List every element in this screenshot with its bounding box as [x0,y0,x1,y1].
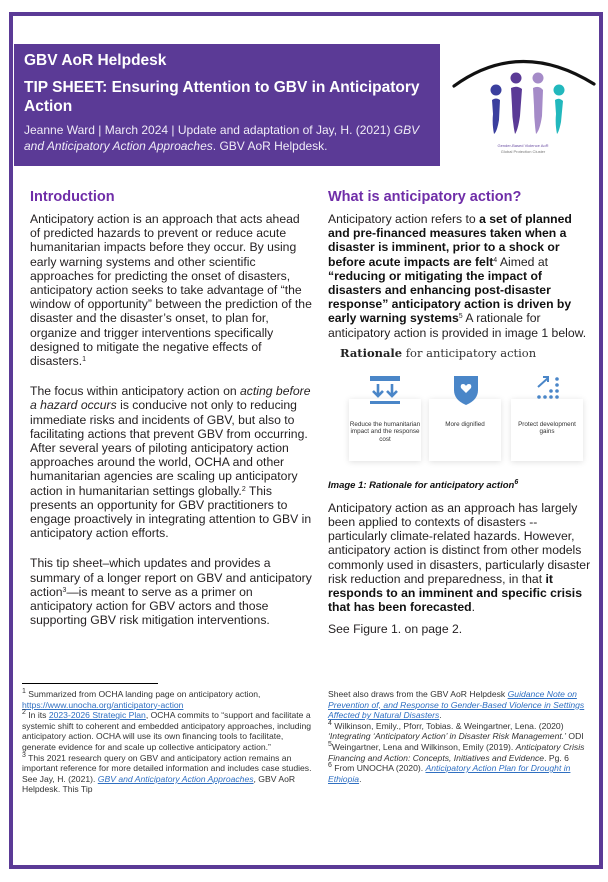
footnote-4-text-b: ODI [566,731,584,742]
what-is-p1-a: Anticipatory action refers to [328,212,480,226]
logo-figures-icon [448,48,598,148]
drought-ethiopia-plan-link[interactable]: Anticipatory Action Plan for Drought in Ethiopia [328,763,571,784]
footnote-6 [328,763,598,784]
what-is-heading: What is anticipatory action? [328,189,522,205]
image-caption [328,480,593,491]
right-column [328,188,593,653]
what-is-p1-bold1: a set of planned and pre-financed measures taken when a disaster is imminent, prior to a shock or before acute impacts are felt [328,212,572,269]
footnote-divider [22,683,158,684]
what-is-p2-a: Anticipatory action as an approach has largely been applied to contexts of disasters -- particularly climate-related hazards. However, anticipatory action is distinct from other models commonly used in disasters, particularly disaster risk reduction and preparedness, in that [328,500,591,586]
footnote-3 [22,753,312,795]
header-banner [14,44,440,166]
page-title: TIP SHEET: Ensuring Attention to GBV in Anticipatory Action [24,79,420,115]
footnote-ref-3[interactable]: 3 [62,586,67,594]
what-is-paragraph-1 [328,212,593,340]
what-is-p1-b: Aimed at [497,254,548,269]
intro-paragraph-1 [30,212,312,368]
byline-text: Jeanne Ward | March 2024 | Update and adaptation of Jay, H. (2021) [24,123,394,137]
shield-heart-icon [452,374,480,406]
footnote-6-end: . [359,773,362,784]
growth-dots-icon [535,373,565,403]
gbv-anticipatory-action-approaches-link[interactable]: GBV and Anticipatory Action Approaches [97,773,254,784]
intro-p2-text-b: is conducive not only to reducing immediate risks and incidents of GBV, but also to facilitating actions that prevent GBV from occurring. After several years of piloting anticipatory action approaches around the world, OCHA and other humanitarian agencies are scaling up anticipatory action in humanitarian settings globally. [30,398,308,498]
rationale-image-title [340,346,588,360]
footnote-3-text-a: This 2021 research query on GBV and anticipatory action remains an important reference for more detailed information and includes case studies. See Jay, H. (2021). [22,752,312,784]
image-caption-text: Image 1: Rationale for anticipatory action [328,479,515,491]
byline [24,122,430,154]
footnote-3-text-b: , GBV AoR Helpdesk. This Tip [22,773,296,795]
footnote-ref-1[interactable]: 1 [82,356,87,364]
footnote-num-4: 4 [328,719,332,727]
footnote-5-text-a: Weingartner, Lena and Wilkinson, Emily (2019). [331,741,516,752]
gbv-aor-logo [448,48,598,166]
logo-caption-line2: Global Protection Cluster [500,149,546,154]
what-is-paragraph-2 [328,501,593,615]
rationale-image [328,346,588,476]
footnote-2 [22,710,312,752]
footnote-3-cont-text: Sheet also draws from the GBV AoR Helpdesk [328,689,508,699]
byline-source-title: GBV and Anticipatory Action Approaches [24,123,420,153]
footnote-ref-4[interactable]: 4 [493,256,498,264]
footnotes-right [328,689,598,784]
footnote-2-text-a: In its [25,710,49,721]
footnote-num-5: 5 [328,740,332,748]
footnote-1 [22,689,312,710]
intro-p2-text-a: The focus within anticipatory action on [30,384,241,399]
footnote-num-3: 3 [22,751,26,759]
what-is-p2-bold: it responds to an imminent and specific crisis that has been forecasted [328,571,582,615]
what-is-p1-c: A rationale for anticipatory action is provided in image 1 below. [328,311,587,340]
footnote-3-cont-end: . [439,710,442,721]
footnote-4-italic: ‘Integrating ‘Anticipatory Action’ in Disaster Risk Management.’ [328,731,567,742]
what-is-p1-bold2: “reducing or mitigating the impact of disasters and enhancing post-disaster response” anticipatory action is driven by early warning systems [328,268,572,326]
footnote-1-text: Summarized from OCHA landing page on anticipatory action, [28,689,261,699]
footnote-5-text-b: . Pg. 6 [544,752,569,763]
ocha-anticipatory-action-link[interactable]: https://www.unocha.org/anticipatory-action [22,699,184,710]
intro-paragraph-3 [30,556,312,627]
introduction-heading: Introduction [30,189,115,205]
footnote-ref-6[interactable]: 6 [514,478,519,486]
footnote-5-italic: Anticipatory Crisis Financing and Action: Concepts, Initiatives and Evidence [328,741,585,763]
intro-p1-text: Anticipatory action is an approach that acts ahead of predicted hazards to prevent or reduce acute humanitarian impacts before they occur. By using early warning systems and other scientific approaches for predicting the onset of disasters, anticipatory action seeks to take advantage of “the window of opportunity” between the prediction of the disaster and the disaster’s onset, to plan for, organize and trigger interventions specifically designed to mitigate the negative effects of disasters. [30,212,312,369]
guidance-note-link[interactable]: Guidance Note on Prevention of, and Response to Gender-Based Violence in Settings Affected by Natural Disasters [328,689,585,721]
strategic-plan-link[interactable]: 2023-2026 Strategic Plan [48,710,146,721]
footnote-2-text-b: , OCHA commits to “support and facilitate a systemic shift to coherent and embedded anticipatory approaches, including anticipatory action. OCHA will use its own financing tools to facilitate, generate evidence for and scale up collective anticipatory action.” [22,710,312,752]
intro-p2-italic: acting before a hazard occurs [30,384,311,413]
footnote-num-2: 2 [22,709,26,717]
rationale-card-reduce: Reduce the humanitarian impact and the response cost [349,399,421,461]
footnote-4-text-a: Wilkinson, Emily., Pforr, Tobias. & Weingartner, Lena. (2020) [331,720,564,731]
footnote-ref-5[interactable]: 5 [458,313,463,321]
intro-p2-text-c: This presents an opportunity for GBV practitioners to engage proactively in integrating attention to GBV in anticipatory action efforts. [30,483,312,541]
logo-caption-line1: Gender-Based Violence AoR [497,143,549,148]
rationale-title-bold: Rationale [340,345,403,360]
rationale-card-dignified: More dignified [429,399,501,461]
rationale-card-protect: Protect development gains [511,399,583,461]
left-column [30,188,312,643]
intro-paragraph-2 [30,384,312,540]
what-is-p2-end: . [471,600,475,615]
footnote-4 [328,721,598,742]
brand-name: GBV AoR Helpdesk [24,52,167,69]
footnote-5 [328,742,598,763]
intro-p3-text-a: This tip sheet–which updates and provides a summary of a longer report on GBV and anticipatory action [30,556,312,599]
footnote-num-6: 6 [328,762,332,770]
footnote-6-text-a: From UNOCHA (2020). [331,763,426,774]
what-is-paragraph-3: See Figure 1. on page 2. [328,622,463,637]
intro-p3-text-b: —is meant to serve as a primer on anticipatory action for GBV actors and those supporting GBV risk mitigation interventions. [30,584,270,628]
byline-end: . GBV AoR Helpdesk. [212,139,328,153]
footnotes-left [22,689,312,795]
footnote-num-1: 1 [22,688,26,695]
arrows-down-icon [368,374,402,408]
rationale-title-rest: for anticipatory action [402,345,537,360]
footnote-3-continued [328,689,598,721]
footnote-ref-2[interactable]: 2 [241,485,246,493]
